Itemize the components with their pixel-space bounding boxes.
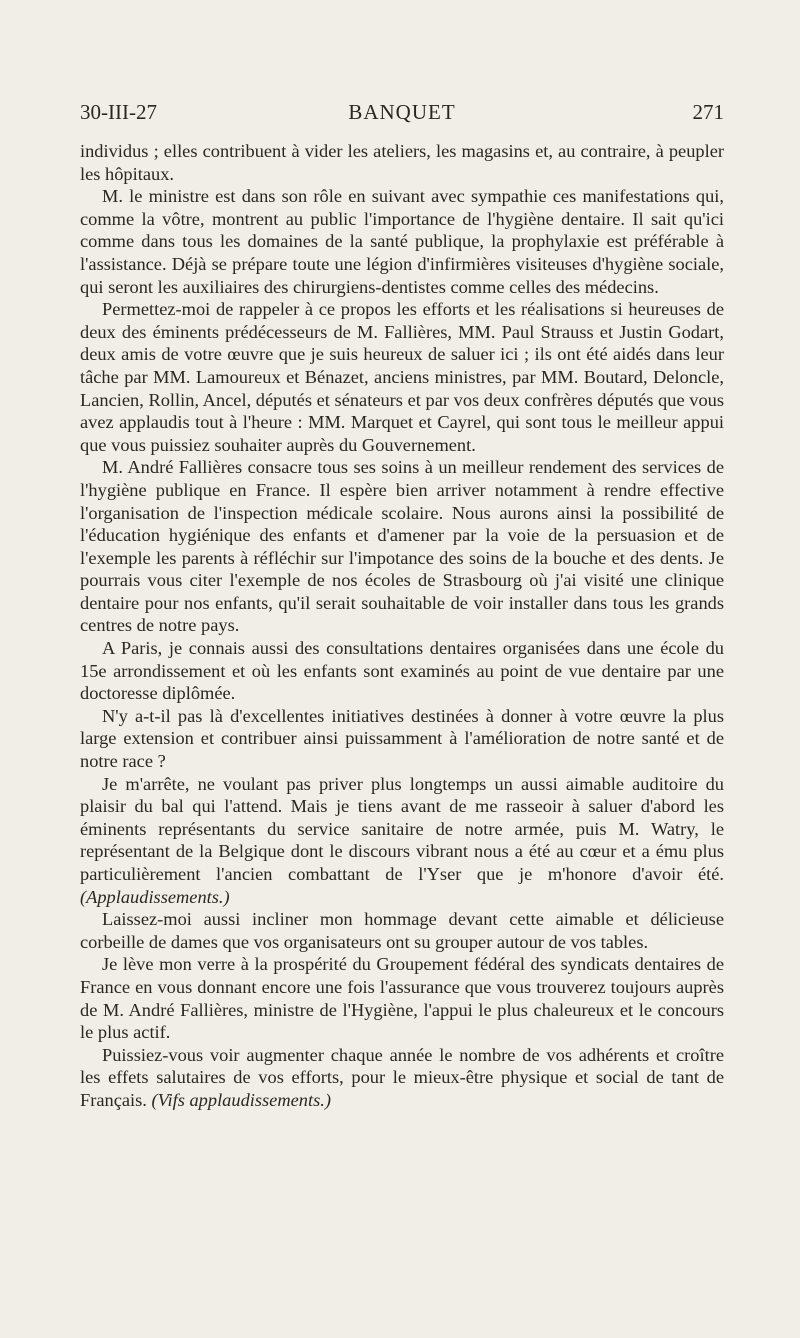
page-number: 271	[692, 100, 724, 124]
paragraph-6: N'y a-t-il pas là d'excellentes initiatives destinées à donner à votre œuvre la plus large extension et contribuer ainsi puissamment à l'amélioration de notre santé et de notre race ?	[80, 705, 724, 772]
paragraph-3: Permettez-moi de rappeler à ce propos les efforts et les réalisations si heureuses de deux des éminents prédécesseurs de M. Fallières, MM. Paul Strauss et Justin Godart, deux amis de votre œuvre que je suis heureux de saluer ici ; ils ont été aidés dans leur tâche par MM. Lamoureux et Bénazet, anciens ministres, par MM. Boutard, Deloncle, Lancien, Rollin, Ancel, députés et sénateurs et par vos deux confrères députés que vous avez applaudis tout à l'heure : MM. Marquet et Cayrel, qui sont tous le meilleur appui que vous puissiez souhaiter auprès du Gouvernement.	[80, 299, 724, 455]
body-text	[80, 140, 724, 1112]
paragraph-7	[80, 773, 724, 909]
paragraph-9: Je lève mon verre à la prospérité du Groupement fédéral des syndicats dentaires de France en vous donnant encore une fois l'assurance que vous trouverez toujours auprès de M. André Fallières, ministre de l'Hygiène, l'appui le plus chaleureux et le concours le plus actif.	[80, 954, 724, 1043]
header-date: 30-III-27	[80, 100, 157, 124]
applause-note: (Applaudissements.)	[80, 886, 230, 907]
applause-note-final: (Vifs applaudissements.)	[151, 1089, 331, 1110]
paragraph-2: M. le ministre est dans son rôle en suivant avec sympathie ces manifestations qui, comme la vôtre, montrent au public l'importance de l'hygiène dentaire. Il sait qu'ici comme dans tous les domaines de la santé publique, la prophylaxie est préférable à l'assistance. Déjà se prépare toute une légion d'infirmières visiteuses d'hygiène sociale, qui seront les auxiliaires des chirurgiens-dentistes comme celles des médecins.	[80, 186, 724, 297]
header-title: BANQUET	[348, 100, 456, 124]
paragraph-10	[80, 1044, 724, 1112]
paragraph-1: individus ; elles contribuent à vider les ateliers, les magasins et, au contraire, à peupler les hôpitaux.	[80, 141, 724, 184]
paragraph-10-text: Puissiez-vous voir augmenter chaque année le nombre de vos adhérents et croître les effets salutaires de vos efforts, pour le mieux-être physique et social de tant de Français.	[80, 1044, 724, 1110]
paragraph-4: M. André Fallières consacre tous ses soins à un meilleur rendement des services de l'hygiène publique en France. Il espère bien arriver notamment à rendre effective l'organisation de l'inspection médicale scolaire. Nous aurons ainsi la possibilité de l'éducation hygiénique des enfants et d'amener par la voie de la persuasion et de l'exemple les parents à réfléchir sur l'impotance des soins de la bouche et des dents. Je pourrais vous citer l'exemple de nos écoles de Strasbourg où j'ai visité une clinique dentaire pour nos enfants, qu'il serait souhaitable de voir installer dans tous les grands centres de notre pays.	[80, 457, 724, 636]
paragraph-7-text: Je m'arrête, ne voulant pas priver plus longtemps un aussi aimable auditoire du plaisir du bal qui l'attend. Mais je tiens avant de me rasseoir à saluer d'abord les éminents représentants du service sanitaire de notre armée, puis M. Watry, le représentant de la Belgique dont le discours vibrant nous a été au cœur et a ému plus particulièrement l'ancien combattant de l'Yser que je m'honore d'avoir été.	[80, 773, 724, 884]
running-header	[80, 100, 724, 126]
paragraph-8: Laissez-moi aussi incliner mon hommage devant cette aimable et délicieuse corbeille de dames que vos organisateurs ont su grouper autour de vos tables.	[80, 909, 724, 952]
paragraph-5: A Paris, je connais aussi des consultations dentaires organisées dans une école du 15e arrondissement et où les enfants sont examinés au point de vue dentaire par une doctoresse diplômée.	[80, 638, 724, 704]
